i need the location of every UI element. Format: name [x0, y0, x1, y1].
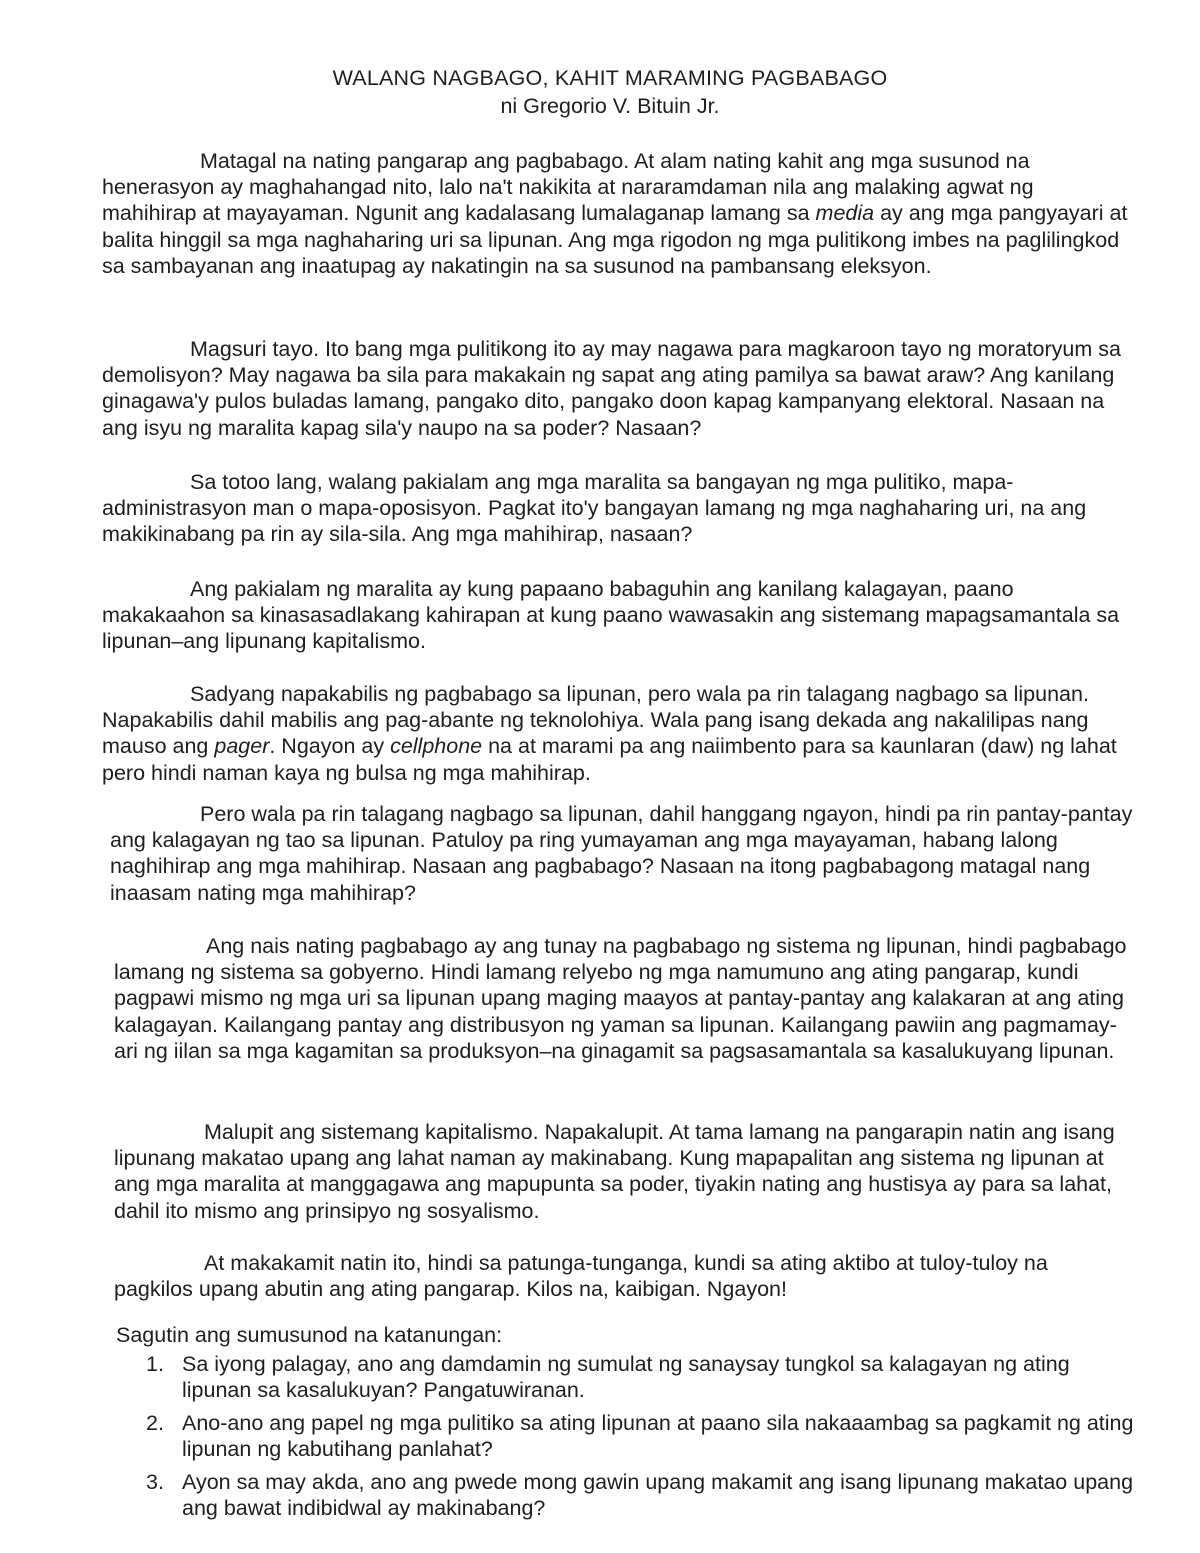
question-text: Ayon sa may akda, ano ang pwede mong gawin upang makamit ang isang lipunang makatao upang ang bawat indibidwal ay makinabang? [182, 1470, 1134, 1520]
paragraph-9 [114, 1250, 1130, 1302]
paragraph-9-text: At makakamit natin ito, hindi sa patunga-tunganga, kundi sa ating aktibo at tuloy-tuloy na pagkilos upang abutin ang ating pangarap. Kilos na, kaibigan. Ngayon! [114, 1251, 1048, 1302]
paragraph-8 [114, 1119, 1130, 1224]
paragraph-2 [102, 336, 1132, 441]
paragraph-3-text: Sa totoo lang, walang pakialam ang mga maralita sa bangayan ng mga pulitiko, mapa-administrasyon man o mapa-oposisyon. Pagkat ito'y bangayan lamang ng mga naghaharing uri, na ang makikinabang pa rin ay sila-sila. Ang mga mahihirap, nasaan? [102, 470, 1087, 547]
paragraph-6-text: Pero wala pa rin talagang nagbago sa lipunan, dahil hanggang ngayon, hindi pa rin pantay-pantay ang kalagayan ng tao sa lipunan. Patuloy pa ring yumayaman ang mga mayayaman, habang lalong naghihirap ang mga mahihirap. Nasaan ang pagbabago? Nasaan na itong pagbabagong matagal nang inaasam nating mga mahihirap? [110, 802, 1133, 905]
paragraph-8-text: Malupit ang sistemang kapitalismo. Napakalupit. At tama lamang na pangarapin natin ang isang lipunang makatao upang ang lahat naman ay makinabang. Kung mapapalitan ang sistema ng lipunan at ang mga maralita at manggagawa ang mapupunta sa poder, tiyakin nating ang hustisya ay para sa lahat, dahil ito mismo ang prinsipyo ng sosyalismo. [114, 1120, 1115, 1223]
question-number: 3. [146, 1470, 164, 1494]
questions-heading: Sagutin ang sumusunod na katanungan: [116, 1323, 503, 1347]
paragraph-1-emphasis-media: media [815, 201, 875, 226]
paragraph-5-emphasis-cellphone: cellphone [390, 734, 483, 759]
question-number: 2. [146, 1411, 164, 1435]
paragraph-7-text: Ang nais nating pagbabago ay ang tunay na pagbabago ng sistema ng lipunan, hindi pagbabago lamang ng sistema sa gobyerno. Hindi lamang relyebo ng mga namumuno ang ating pangarap, kundi pagpawi mismo ng mga uri sa lipunan upang maging maayos at pantay-pantay ang kalakaran at ang ating kalagayan. Kailangang pantay ang distribusyon ng yaman sa lipunan. Kailangang pawiin ang pagmamay-ari ng iilan sa mga kagamitan sa produksyon–na ginagamit sa pagsasamantala sa kasalukuyang lipunan. [114, 934, 1127, 1063]
paragraph-1-text-a: Matagal na nating pangarap ang pagbabago. At alam nating kahit ang mga susunod na henerasyon ay maghahangad nito, lalo na't nakikita at nararamdaman nila ang malaking agwat ng mahihirap at mayayaman. Ngunit ang kadalasang lumalaganap lamang sa [102, 149, 1034, 226]
paragraph-6 [110, 801, 1134, 906]
paragraph-5 [102, 681, 1132, 786]
paragraph-5-text-b: . Ngayon ay [269, 734, 391, 759]
paragraph-4 [102, 576, 1132, 655]
paragraph-1-text-b: ay ang mga pangyayari at balita hinggil sa mga naghaharing uri sa lipunan. Ang mga rigodon ng mga pulitikong imbes na paglilingkod sa sambayanan ang inaatupag ay nakatingin na sa susunod na pambansang eleksyon. [102, 201, 1128, 278]
question-item-1 [146, 1352, 1136, 1403]
paragraph-2-text: Magsuri tayo. Ito bang mga pulitikong ito ay may nagawa para magkaroon tayo ng moratoryum sa demolisyon? May nagawa ba sila para makakain ng sapat ang ating pamilya sa bawat araw? Ang kanilang ginagawa'y pulos buladas lamang, pangako dito, pangako doon kapag kampanyang elektoral. Nasaan na ang isyu ng maralita kapag sila'y naupo na sa poder? Nasaan? [102, 337, 1121, 440]
questions-list [146, 1352, 1136, 1529]
essay-title: WALANG NAGBAGO, KAHIT MARAMING PAGBABAGO [332, 66, 888, 90]
paragraph-5-text-c: na at marami pa ang naiimbento para sa kaunlaran (daw) ng lahat pero hindi naman kaya ng bulsa ng mga mahihirap. [102, 734, 1117, 785]
paragraph-3 [102, 469, 1132, 548]
question-item-2 [146, 1411, 1136, 1462]
paragraph-4-text: Ang pakialam ng maralita ay kung papaano babaguhin ang kanilang kalagayan, paano makakaahon sa kinasasadlakang kahirapan at kung paano wawasakin ang sistemang mapagsamantala sa lipunan–ang lipunang kapitalismo. [102, 577, 1120, 654]
essay-author: ni Gregorio V. Bituin Jr. [500, 94, 720, 118]
question-text: Sa iyong palagay, ano ang damdamin ng sumulat ng sanaysay tungkol sa kalagayan ng ating lipunan sa kasalukuyan? Pangatuwiranan. [182, 1352, 1070, 1402]
question-text: Ano-ano ang papel ng mga pulitiko sa ating lipunan at paano sila nakaaambag sa pagkamit ng ating lipunan ng kabutihang panlahat? [182, 1411, 1134, 1461]
paragraph-7 [114, 933, 1136, 1064]
paragraph-5-text-a: Sadyang napakabilis ng pagbabago sa lipunan, pero wala pa rin talagang nagbago sa lipunan. Napakabilis dahil mabilis ang pag-abante ng teknolohiya. Wala pang isang dekada ang nakalilipas nang mauso ang [102, 682, 1089, 759]
question-number: 1. [146, 1352, 164, 1376]
paragraph-5-emphasis-pager: pager [214, 734, 270, 759]
paragraph-1 [102, 148, 1132, 279]
question-item-3 [146, 1470, 1136, 1521]
